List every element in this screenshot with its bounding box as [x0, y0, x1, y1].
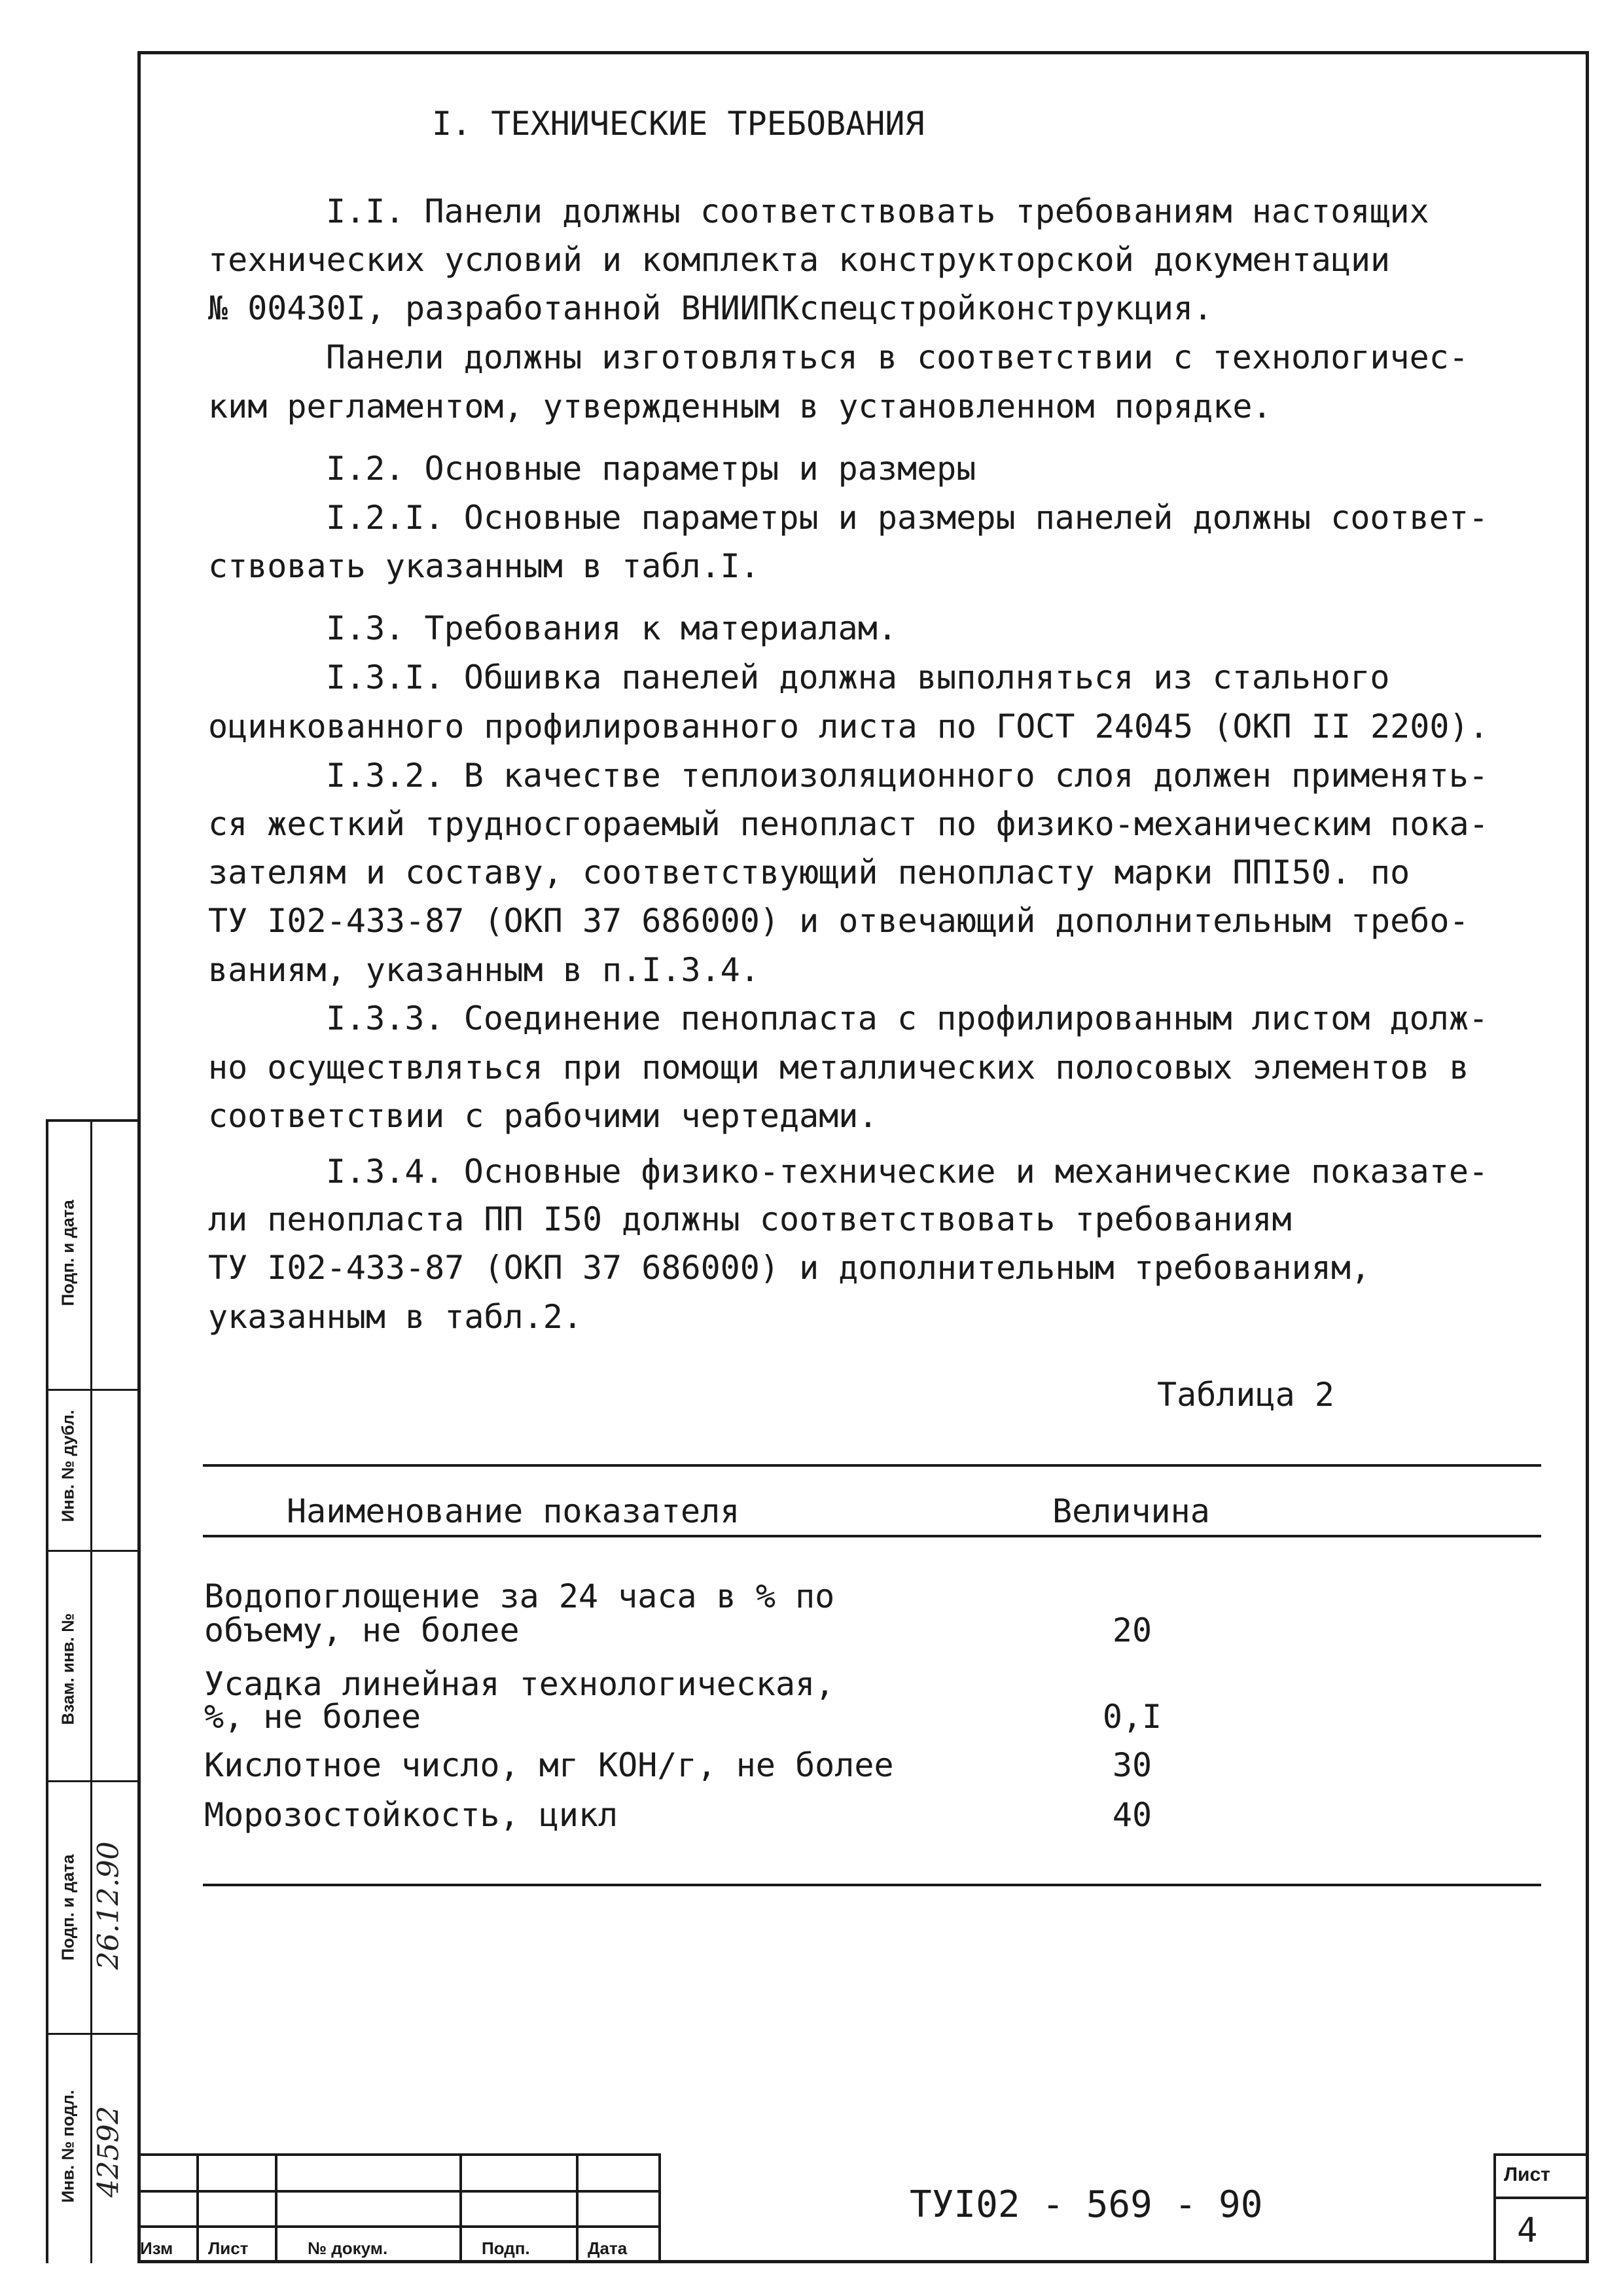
- table-cell-name: Водопоглощение за 24 часа в % по: [204, 1577, 835, 1615]
- sheet-number: 4: [1517, 2211, 1538, 2250]
- table-top-rule: [203, 1464, 1541, 1467]
- margin-strip-rule: [46, 1550, 137, 1552]
- paragraph-line: ствовать указанным в табл.I.: [208, 547, 760, 585]
- paragraph-line: ся жесткий трудносгораемый пенопласт по физико-механическим пока-: [208, 805, 1489, 843]
- title-block-col: [196, 2153, 199, 2263]
- paragraph-line: Панели должны изготовляться в соответствии с технологичес-: [326, 338, 1469, 376]
- table-cell-name: Морозостойкость, цикл: [204, 1796, 618, 1834]
- title-block-col: [1493, 2153, 1496, 2263]
- margin-strip-rule: [46, 2033, 137, 2035]
- paragraph-line: ТУ I02-433-87 (ОКП 37 686000) и дополнительным требованиям,: [208, 1249, 1371, 1287]
- paragraph-line: I.3.3. Соединение пенопласта с профилированным листом долж-: [326, 999, 1489, 1037]
- tb-izm: Изм: [140, 2238, 173, 2258]
- margin-strip-divider: [90, 1119, 92, 2263]
- paragraph-line: оцинкованного профилированного листа по ГОСТ 24045 (ОКП II 2200).: [208, 708, 1489, 745]
- paragraph-line: I.3.4. Основные физико-технические и механические показате-: [326, 1153, 1489, 1191]
- title-block-col: [576, 2153, 579, 2263]
- tb-podp: Подп.: [482, 2238, 530, 2258]
- paragraph-line: ким регламентом, утвержденным в установленном порядке.: [208, 387, 1272, 425]
- table-header-name: Наименование показателя: [287, 1492, 740, 1530]
- handwritten-date: 26.12.90: [92, 1841, 126, 1970]
- paragraph-line: соответствии с рабочими чертедами.: [208, 1097, 878, 1135]
- handwritten-inv-number: 42592: [92, 2106, 126, 2198]
- paragraph-line: указанным в табл.2.: [208, 1298, 582, 1336]
- paragraph-line: I.3. Требования к материалам.: [326, 609, 897, 647]
- title-block-rule: [137, 2225, 661, 2228]
- table-cell-name: Усадка линейная технологическая,: [204, 1665, 835, 1703]
- strip-label-inv-podl: Инв. № подл.: [58, 2089, 78, 2203]
- table-cell-value: 40: [1112, 1796, 1152, 1834]
- table-cell-value: 30: [1112, 1746, 1152, 1784]
- tb-list: Лист: [208, 2238, 249, 2258]
- paragraph-line: I.3.I. Обшивка панелей должна выполняться из стального: [326, 658, 1390, 696]
- margin-strip-rule: [46, 1780, 137, 1782]
- strip-label-podp-data-2: Подп. и дата: [58, 1854, 78, 1961]
- strip-label-inv-dubl: Инв. № дубл.: [58, 1410, 78, 1522]
- paragraph-line: ваниям, указанным в п.I.3.4.: [208, 951, 760, 989]
- table-cell-value: 20: [1112, 1611, 1152, 1649]
- document-code: ТУI02 - 569 - 90: [910, 2183, 1263, 2226]
- title-block-col: [658, 2153, 661, 2263]
- paragraph-line: но осуществляться при помощи металлических полосовых элементов в: [208, 1049, 1469, 1086]
- table-cell-name: Кислотное число, мг КОН/г, не более: [204, 1746, 894, 1784]
- sheet-label: Лист: [1504, 2164, 1550, 2185]
- margin-strip-rule: [46, 1389, 137, 1391]
- table-header-value: Величина: [1052, 1492, 1210, 1530]
- title-block-rule: [1493, 2197, 1589, 2199]
- title-block-rule: [137, 2153, 661, 2156]
- paragraph-line: технических условий и комплекта конструкторской документации: [208, 241, 1391, 279]
- paragraph-line: ли пенопласта ПП I50 должны соответствовать требованиям: [208, 1200, 1292, 1238]
- paragraph-line: I.3.2. В качестве теплоизоляционного слоя должен применять-: [326, 757, 1489, 795]
- tb-n-dokum: № докум.: [308, 2238, 388, 2258]
- table-label: Таблица 2: [1157, 1376, 1334, 1414]
- table-cell-name: %, не более: [204, 1698, 421, 1736]
- table-cell-value: 0,I: [1102, 1698, 1162, 1736]
- paragraph-line: № 00430I, разработанной ВНИИПКспецстройконструкция.: [208, 289, 1213, 327]
- tb-data: Дата: [588, 2238, 628, 2258]
- title-block-rule: [137, 2190, 661, 2193]
- strip-label-vzam-inv: Взам. инв. №: [58, 1613, 78, 1725]
- paragraph-line: I.I. Панели должны соответствовать требованиям настоящих: [326, 192, 1429, 230]
- table-bottom-rule: [203, 1884, 1541, 1886]
- table-cell-name: объему, не более: [204, 1611, 520, 1649]
- paragraph-line: ТУ I02-433-87 (ОКП 37 686000) и отвечающий дополнительным требо-: [208, 902, 1469, 940]
- strip-label-podp-data: Подп. и дата: [58, 1200, 78, 1306]
- paragraph-line: I.2.I. Основные параметры и размеры панелей должны соответ-: [326, 499, 1489, 537]
- table-header-rule: [203, 1535, 1541, 1537]
- title-block-col: [459, 2153, 462, 2263]
- section-title: I. ТЕХНИЧЕСКИЕ ТРЕБОВАНИЯ: [432, 105, 925, 143]
- paragraph-line: I.2. Основные параметры и размеры: [326, 450, 976, 488]
- title-block-col: [275, 2153, 277, 2263]
- paragraph-line: зателям и составу, соответствующий пенопласту марки ППI50. по: [208, 853, 1410, 891]
- title-block-rule: [1493, 2153, 1589, 2156]
